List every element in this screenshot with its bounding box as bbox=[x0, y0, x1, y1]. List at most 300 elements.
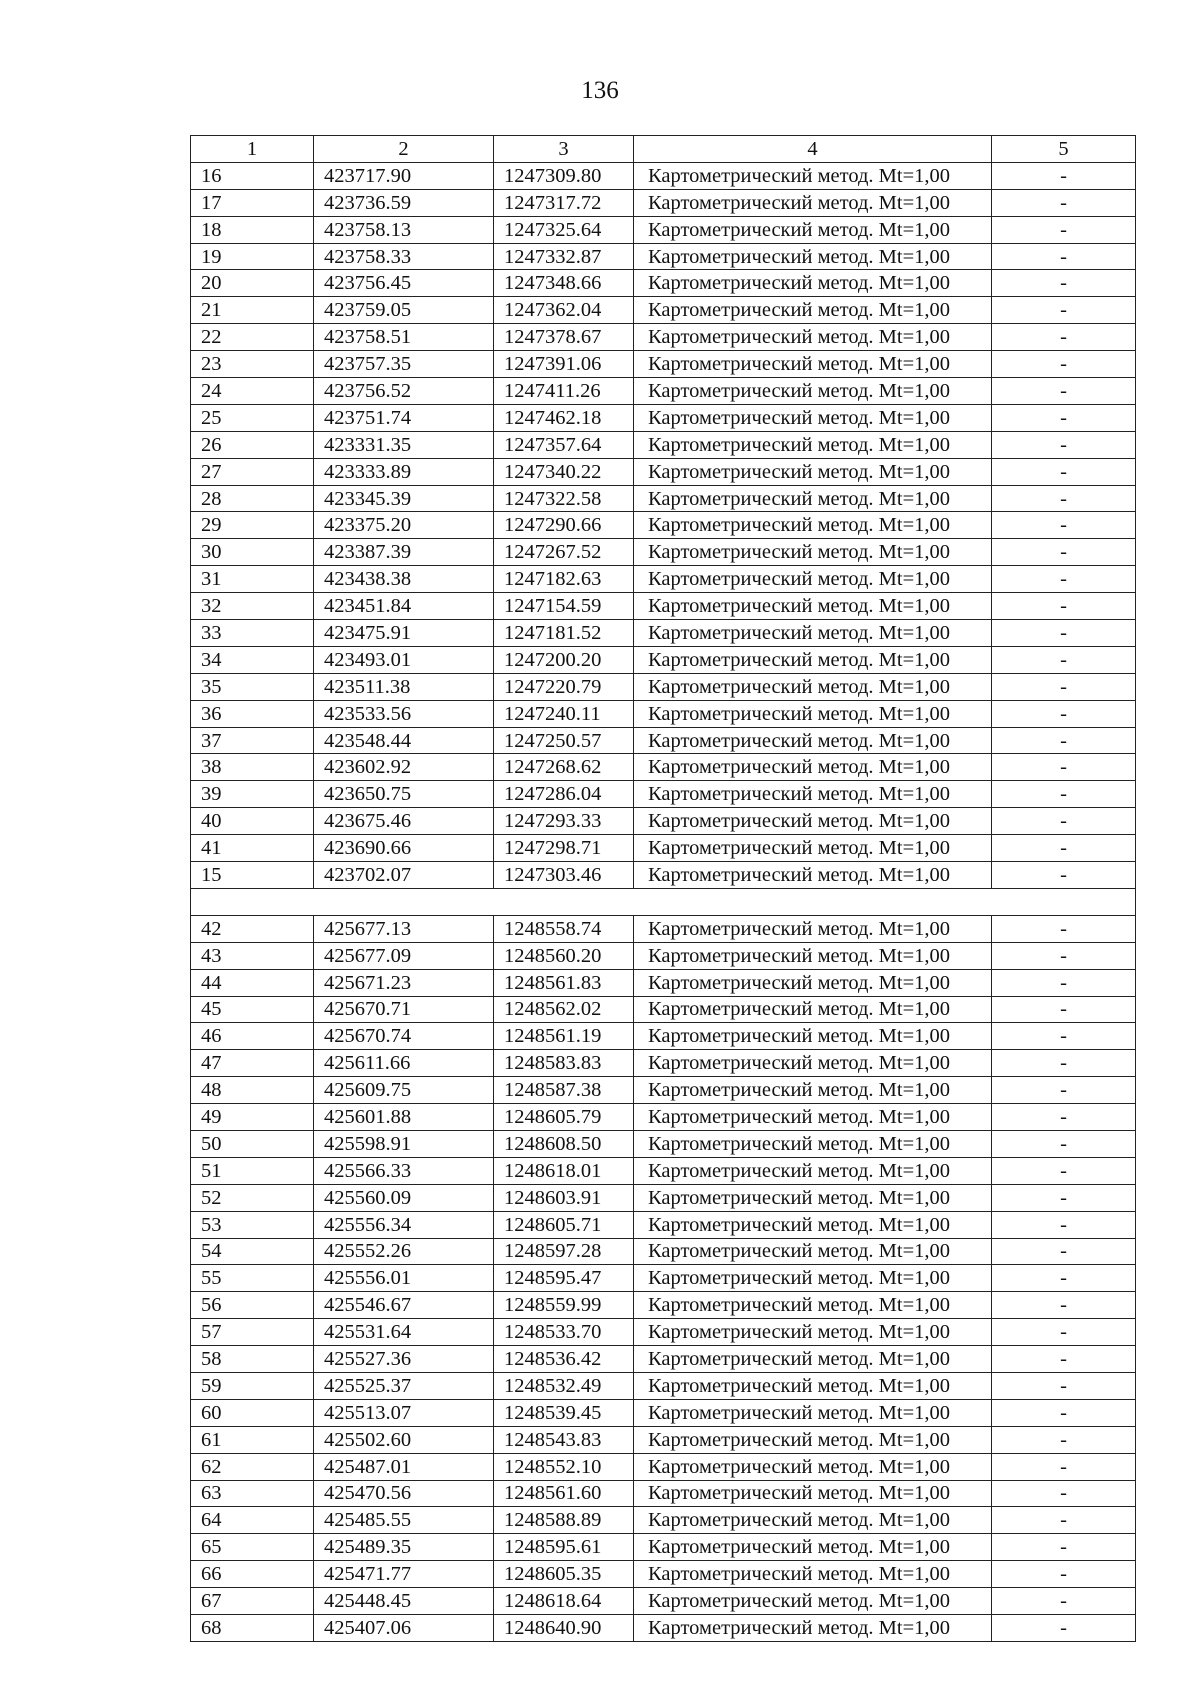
x-coordinate-cell: 425502.60 bbox=[314, 1426, 494, 1453]
table-row bbox=[191, 915, 1136, 942]
x-coordinate-cell: 425531.64 bbox=[314, 1319, 494, 1346]
method-cell: Картометрический метод. Mt=1,00 bbox=[634, 1023, 992, 1050]
point-number-cell: 23 bbox=[191, 351, 314, 378]
method-cell: Картометрический метод. Mt=1,00 bbox=[634, 915, 992, 942]
note-cell: - bbox=[992, 1077, 1136, 1104]
point-number-cell: 32 bbox=[191, 593, 314, 620]
y-coordinate-cell: 1247317.72 bbox=[494, 189, 634, 216]
y-coordinate-cell: 1248558.74 bbox=[494, 915, 634, 942]
x-coordinate-cell: 425670.71 bbox=[314, 996, 494, 1023]
y-coordinate-cell: 1247200.20 bbox=[494, 646, 634, 673]
note-cell: - bbox=[992, 1372, 1136, 1399]
note-cell: - bbox=[992, 243, 1136, 270]
x-coordinate-cell: 423717.90 bbox=[314, 162, 494, 189]
point-number-cell: 68 bbox=[191, 1614, 314, 1641]
method-cell: Картометрический метод. Mt=1,00 bbox=[634, 942, 992, 969]
y-coordinate-cell: 1247309.80 bbox=[494, 162, 634, 189]
table-row bbox=[191, 673, 1136, 700]
x-coordinate-cell: 423758.33 bbox=[314, 243, 494, 270]
x-coordinate-cell: 423387.39 bbox=[314, 539, 494, 566]
note-cell: - bbox=[992, 485, 1136, 512]
point-number-cell: 57 bbox=[191, 1319, 314, 1346]
table-row bbox=[191, 1399, 1136, 1426]
note-cell: - bbox=[992, 1211, 1136, 1238]
note-cell: - bbox=[992, 324, 1136, 351]
note-cell: - bbox=[992, 942, 1136, 969]
point-number-cell: 16 bbox=[191, 162, 314, 189]
point-number-cell: 31 bbox=[191, 566, 314, 593]
point-number-cell: 24 bbox=[191, 378, 314, 405]
point-number-cell: 58 bbox=[191, 1346, 314, 1373]
method-cell: Картометрический метод. Mt=1,00 bbox=[634, 996, 992, 1023]
table-row bbox=[191, 1050, 1136, 1077]
note-cell: - bbox=[992, 700, 1136, 727]
x-coordinate-cell: 423451.84 bbox=[314, 593, 494, 620]
separator-cell bbox=[191, 888, 1136, 915]
table-row bbox=[191, 862, 1136, 889]
note-cell: - bbox=[992, 1561, 1136, 1588]
y-coordinate-cell: 1248603.91 bbox=[494, 1184, 634, 1211]
method-cell: Картометрический метод. Mt=1,00 bbox=[634, 162, 992, 189]
x-coordinate-cell: 425677.13 bbox=[314, 915, 494, 942]
point-number-cell: 41 bbox=[191, 835, 314, 862]
y-coordinate-cell: 1247357.64 bbox=[494, 431, 634, 458]
header-row bbox=[191, 136, 1136, 163]
y-coordinate-cell: 1247325.64 bbox=[494, 216, 634, 243]
point-number-cell: 42 bbox=[191, 915, 314, 942]
method-cell: Картометрический метод. Mt=1,00 bbox=[634, 1346, 992, 1373]
note-cell: - bbox=[992, 1480, 1136, 1507]
point-number-cell: 62 bbox=[191, 1453, 314, 1480]
note-cell: - bbox=[992, 1426, 1136, 1453]
x-coordinate-cell: 425552.26 bbox=[314, 1238, 494, 1265]
table-row bbox=[191, 1184, 1136, 1211]
y-coordinate-cell: 1247322.58 bbox=[494, 485, 634, 512]
y-coordinate-cell: 1247240.11 bbox=[494, 700, 634, 727]
note-cell: - bbox=[992, 1104, 1136, 1131]
note-cell: - bbox=[992, 727, 1136, 754]
x-coordinate-cell: 425471.77 bbox=[314, 1561, 494, 1588]
table-row bbox=[191, 566, 1136, 593]
method-cell: Картометрический метод. Mt=1,00 bbox=[634, 1453, 992, 1480]
y-coordinate-cell: 1248587.38 bbox=[494, 1077, 634, 1104]
note-cell: - bbox=[992, 673, 1136, 700]
method-cell: Картометрический метод. Mt=1,00 bbox=[634, 458, 992, 485]
method-cell: Картометрический метод. Mt=1,00 bbox=[634, 324, 992, 351]
y-coordinate-cell: 1248543.83 bbox=[494, 1426, 634, 1453]
point-number-cell: 65 bbox=[191, 1534, 314, 1561]
y-coordinate-cell: 1248605.71 bbox=[494, 1211, 634, 1238]
table-row bbox=[191, 1346, 1136, 1373]
note-cell: - bbox=[992, 297, 1136, 324]
table-row bbox=[191, 1077, 1136, 1104]
method-cell: Картометрический метод. Mt=1,00 bbox=[634, 216, 992, 243]
point-number-cell: 46 bbox=[191, 1023, 314, 1050]
x-coordinate-cell: 423511.38 bbox=[314, 673, 494, 700]
y-coordinate-cell: 1247181.52 bbox=[494, 620, 634, 647]
point-number-cell: 43 bbox=[191, 942, 314, 969]
note-cell: - bbox=[992, 996, 1136, 1023]
table-row bbox=[191, 270, 1136, 297]
y-coordinate-cell: 1247154.59 bbox=[494, 593, 634, 620]
y-coordinate-cell: 1248595.61 bbox=[494, 1534, 634, 1561]
point-number-cell: 48 bbox=[191, 1077, 314, 1104]
column-header-3: 3 bbox=[494, 136, 634, 163]
x-coordinate-cell: 423650.75 bbox=[314, 781, 494, 808]
column-header-5: 5 bbox=[992, 136, 1136, 163]
point-number-cell: 49 bbox=[191, 1104, 314, 1131]
method-cell: Картометрический метод. Mt=1,00 bbox=[634, 1050, 992, 1077]
point-number-cell: 30 bbox=[191, 539, 314, 566]
x-coordinate-cell: 423758.13 bbox=[314, 216, 494, 243]
y-coordinate-cell: 1248608.50 bbox=[494, 1130, 634, 1157]
note-cell: - bbox=[992, 1588, 1136, 1615]
note-cell: - bbox=[992, 969, 1136, 996]
table-row bbox=[191, 324, 1136, 351]
x-coordinate-cell: 423759.05 bbox=[314, 297, 494, 324]
x-coordinate-cell: 425556.34 bbox=[314, 1211, 494, 1238]
y-coordinate-cell: 1248597.28 bbox=[494, 1238, 634, 1265]
x-coordinate-cell: 425601.88 bbox=[314, 1104, 494, 1131]
note-cell: - bbox=[992, 404, 1136, 431]
note-cell: - bbox=[992, 1346, 1136, 1373]
table-row bbox=[191, 1130, 1136, 1157]
table-row bbox=[191, 1614, 1136, 1641]
y-coordinate-cell: 1247250.57 bbox=[494, 727, 634, 754]
method-cell: Картометрический метод. Mt=1,00 bbox=[634, 673, 992, 700]
note-cell: - bbox=[992, 1050, 1136, 1077]
y-coordinate-cell: 1247462.18 bbox=[494, 404, 634, 431]
note-cell: - bbox=[992, 216, 1136, 243]
note-cell: - bbox=[992, 915, 1136, 942]
table-row bbox=[191, 969, 1136, 996]
table-row bbox=[191, 1023, 1136, 1050]
point-number-cell: 34 bbox=[191, 646, 314, 673]
method-cell: Картометрический метод. Mt=1,00 bbox=[634, 1077, 992, 1104]
x-coordinate-cell: 423331.35 bbox=[314, 431, 494, 458]
y-coordinate-cell: 1248536.42 bbox=[494, 1346, 634, 1373]
method-cell: Картометрический метод. Mt=1,00 bbox=[634, 700, 992, 727]
x-coordinate-cell: 425407.06 bbox=[314, 1614, 494, 1641]
method-cell: Картометрический метод. Mt=1,00 bbox=[634, 808, 992, 835]
column-header-1: 1 bbox=[191, 136, 314, 163]
table-row-separator bbox=[191, 888, 1136, 915]
coordinates-table bbox=[190, 135, 1136, 1642]
table-row bbox=[191, 727, 1136, 754]
y-coordinate-cell: 1247298.71 bbox=[494, 835, 634, 862]
point-number-cell: 61 bbox=[191, 1426, 314, 1453]
note-cell: - bbox=[992, 1453, 1136, 1480]
page-number: 136 bbox=[581, 77, 619, 104]
point-number-cell: 15 bbox=[191, 862, 314, 889]
method-cell: Картометрический метод. Mt=1,00 bbox=[634, 1399, 992, 1426]
y-coordinate-cell: 1247182.63 bbox=[494, 566, 634, 593]
point-number-cell: 17 bbox=[191, 189, 314, 216]
method-cell: Картометрический метод. Mt=1,00 bbox=[634, 539, 992, 566]
y-coordinate-cell: 1248588.89 bbox=[494, 1507, 634, 1534]
x-coordinate-cell: 425611.66 bbox=[314, 1050, 494, 1077]
table-body bbox=[191, 162, 1136, 1641]
point-number-cell: 60 bbox=[191, 1399, 314, 1426]
point-number-cell: 20 bbox=[191, 270, 314, 297]
note-cell: - bbox=[992, 1319, 1136, 1346]
y-coordinate-cell: 1248618.01 bbox=[494, 1157, 634, 1184]
y-coordinate-cell: 1248618.64 bbox=[494, 1588, 634, 1615]
point-number-cell: 35 bbox=[191, 673, 314, 700]
y-coordinate-cell: 1248561.19 bbox=[494, 1023, 634, 1050]
x-coordinate-cell: 425560.09 bbox=[314, 1184, 494, 1211]
note-cell: - bbox=[992, 458, 1136, 485]
x-coordinate-cell: 423675.46 bbox=[314, 808, 494, 835]
point-number-cell: 54 bbox=[191, 1238, 314, 1265]
method-cell: Картометрический метод. Mt=1,00 bbox=[634, 485, 992, 512]
x-coordinate-cell: 425677.09 bbox=[314, 942, 494, 969]
point-number-cell: 55 bbox=[191, 1265, 314, 1292]
method-cell: Картометрический метод. Mt=1,00 bbox=[634, 512, 992, 539]
x-coordinate-cell: 425513.07 bbox=[314, 1399, 494, 1426]
table-row bbox=[191, 243, 1136, 270]
x-coordinate-cell: 425448.45 bbox=[314, 1588, 494, 1615]
table-row bbox=[191, 620, 1136, 647]
note-cell: - bbox=[992, 808, 1136, 835]
y-coordinate-cell: 1248561.60 bbox=[494, 1480, 634, 1507]
table-row bbox=[191, 404, 1136, 431]
x-coordinate-cell: 423756.45 bbox=[314, 270, 494, 297]
point-number-cell: 22 bbox=[191, 324, 314, 351]
point-number-cell: 66 bbox=[191, 1561, 314, 1588]
point-number-cell: 38 bbox=[191, 754, 314, 781]
x-coordinate-cell: 425566.33 bbox=[314, 1157, 494, 1184]
table-row bbox=[191, 351, 1136, 378]
method-cell: Картометрический метод. Mt=1,00 bbox=[634, 1157, 992, 1184]
table-row bbox=[191, 485, 1136, 512]
method-cell: Картометрический метод. Mt=1,00 bbox=[634, 378, 992, 405]
y-coordinate-cell: 1248533.70 bbox=[494, 1319, 634, 1346]
table-row bbox=[191, 781, 1136, 808]
note-cell: - bbox=[992, 189, 1136, 216]
point-number-cell: 64 bbox=[191, 1507, 314, 1534]
method-cell: Картометрический метод. Mt=1,00 bbox=[634, 593, 992, 620]
note-cell: - bbox=[992, 351, 1136, 378]
note-cell: - bbox=[992, 862, 1136, 889]
point-number-cell: 29 bbox=[191, 512, 314, 539]
point-number-cell: 52 bbox=[191, 1184, 314, 1211]
column-header-4: 4 bbox=[634, 136, 992, 163]
table-row bbox=[191, 700, 1136, 727]
table-row bbox=[191, 996, 1136, 1023]
note-cell: - bbox=[992, 1023, 1136, 1050]
table-row bbox=[191, 1588, 1136, 1615]
point-number-cell: 21 bbox=[191, 297, 314, 324]
y-coordinate-cell: 1247268.62 bbox=[494, 754, 634, 781]
method-cell: Картометрический метод. Mt=1,00 bbox=[634, 969, 992, 996]
table-row bbox=[191, 539, 1136, 566]
note-cell: - bbox=[992, 1265, 1136, 1292]
note-cell: - bbox=[992, 539, 1136, 566]
x-coordinate-cell: 423690.66 bbox=[314, 835, 494, 862]
method-cell: Картометрический метод. Mt=1,00 bbox=[634, 1480, 992, 1507]
note-cell: - bbox=[992, 1130, 1136, 1157]
y-coordinate-cell: 1247303.46 bbox=[494, 862, 634, 889]
table-row bbox=[191, 1319, 1136, 1346]
table-row bbox=[191, 189, 1136, 216]
point-number-cell: 25 bbox=[191, 404, 314, 431]
method-cell: Картометрический метод. Mt=1,00 bbox=[634, 1104, 992, 1131]
x-coordinate-cell: 423475.91 bbox=[314, 620, 494, 647]
y-coordinate-cell: 1248552.10 bbox=[494, 1453, 634, 1480]
x-coordinate-cell: 425598.91 bbox=[314, 1130, 494, 1157]
note-cell: - bbox=[992, 593, 1136, 620]
x-coordinate-cell: 423548.44 bbox=[314, 727, 494, 754]
method-cell: Картометрический метод. Mt=1,00 bbox=[634, 727, 992, 754]
table-row bbox=[191, 1211, 1136, 1238]
y-coordinate-cell: 1248539.45 bbox=[494, 1399, 634, 1426]
y-coordinate-cell: 1247267.52 bbox=[494, 539, 634, 566]
x-coordinate-cell: 423751.74 bbox=[314, 404, 494, 431]
note-cell: - bbox=[992, 1534, 1136, 1561]
method-cell: Картометрический метод. Mt=1,00 bbox=[634, 270, 992, 297]
x-coordinate-cell: 425609.75 bbox=[314, 1077, 494, 1104]
point-number-cell: 36 bbox=[191, 700, 314, 727]
point-number-cell: 40 bbox=[191, 808, 314, 835]
method-cell: Картометрический метод. Mt=1,00 bbox=[634, 189, 992, 216]
x-coordinate-cell: 423333.89 bbox=[314, 458, 494, 485]
x-coordinate-cell: 423493.01 bbox=[314, 646, 494, 673]
table-row bbox=[191, 1561, 1136, 1588]
method-cell: Картометрический метод. Mt=1,00 bbox=[634, 1426, 992, 1453]
method-cell: Картометрический метод. Mt=1,00 bbox=[634, 243, 992, 270]
table-row bbox=[191, 216, 1136, 243]
table-row bbox=[191, 1534, 1136, 1561]
table-row bbox=[191, 1157, 1136, 1184]
table-row bbox=[191, 1104, 1136, 1131]
note-cell: - bbox=[992, 1507, 1136, 1534]
y-coordinate-cell: 1248561.83 bbox=[494, 969, 634, 996]
table-row bbox=[191, 835, 1136, 862]
note-cell: - bbox=[992, 835, 1136, 862]
method-cell: Картометрический метод. Mt=1,00 bbox=[634, 620, 992, 647]
table-row bbox=[191, 1426, 1136, 1453]
x-coordinate-cell: 423533.56 bbox=[314, 700, 494, 727]
method-cell: Картометрический метод. Mt=1,00 bbox=[634, 1130, 992, 1157]
point-number-cell: 63 bbox=[191, 1480, 314, 1507]
note-cell: - bbox=[992, 162, 1136, 189]
y-coordinate-cell: 1248560.20 bbox=[494, 942, 634, 969]
y-coordinate-cell: 1248583.83 bbox=[494, 1050, 634, 1077]
x-coordinate-cell: 423702.07 bbox=[314, 862, 494, 889]
x-coordinate-cell: 423375.20 bbox=[314, 512, 494, 539]
note-cell: - bbox=[992, 566, 1136, 593]
table-row bbox=[191, 431, 1136, 458]
y-coordinate-cell: 1247293.33 bbox=[494, 808, 634, 835]
column-header-2: 2 bbox=[314, 136, 494, 163]
method-cell: Картометрический метод. Mt=1,00 bbox=[634, 1265, 992, 1292]
table-row bbox=[191, 1238, 1136, 1265]
note-cell: - bbox=[992, 754, 1136, 781]
y-coordinate-cell: 1247362.04 bbox=[494, 297, 634, 324]
x-coordinate-cell: 423602.92 bbox=[314, 754, 494, 781]
table-header bbox=[191, 136, 1136, 163]
x-coordinate-cell: 423736.59 bbox=[314, 189, 494, 216]
method-cell: Картометрический метод. Mt=1,00 bbox=[634, 1614, 992, 1641]
x-coordinate-cell: 425487.01 bbox=[314, 1453, 494, 1480]
table-row bbox=[191, 593, 1136, 620]
method-cell: Картометрический метод. Mt=1,00 bbox=[634, 431, 992, 458]
point-number-cell: 45 bbox=[191, 996, 314, 1023]
y-coordinate-cell: 1248595.47 bbox=[494, 1265, 634, 1292]
y-coordinate-cell: 1248605.79 bbox=[494, 1104, 634, 1131]
x-coordinate-cell: 425556.01 bbox=[314, 1265, 494, 1292]
point-number-cell: 44 bbox=[191, 969, 314, 996]
table-row bbox=[191, 458, 1136, 485]
table-row bbox=[191, 1480, 1136, 1507]
point-number-cell: 37 bbox=[191, 727, 314, 754]
point-number-cell: 18 bbox=[191, 216, 314, 243]
note-cell: - bbox=[992, 1399, 1136, 1426]
point-number-cell: 26 bbox=[191, 431, 314, 458]
method-cell: Картометрический метод. Mt=1,00 bbox=[634, 835, 992, 862]
table-row bbox=[191, 1265, 1136, 1292]
table-row bbox=[191, 1507, 1136, 1534]
method-cell: Картометрический метод. Mt=1,00 bbox=[634, 754, 992, 781]
note-cell: - bbox=[992, 378, 1136, 405]
point-number-cell: 67 bbox=[191, 1588, 314, 1615]
x-coordinate-cell: 423757.35 bbox=[314, 351, 494, 378]
method-cell: Картометрический метод. Mt=1,00 bbox=[634, 566, 992, 593]
method-cell: Картометрический метод. Mt=1,00 bbox=[634, 1372, 992, 1399]
method-cell: Картометрический метод. Mt=1,00 bbox=[634, 1561, 992, 1588]
note-cell: - bbox=[992, 620, 1136, 647]
note-cell: - bbox=[992, 1614, 1136, 1641]
point-number-cell: 47 bbox=[191, 1050, 314, 1077]
y-coordinate-cell: 1247286.04 bbox=[494, 781, 634, 808]
method-cell: Картометрический метод. Mt=1,00 bbox=[634, 404, 992, 431]
note-cell: - bbox=[992, 1238, 1136, 1265]
note-cell: - bbox=[992, 270, 1136, 297]
note-cell: - bbox=[992, 431, 1136, 458]
x-coordinate-cell: 425525.37 bbox=[314, 1372, 494, 1399]
x-coordinate-cell: 423438.38 bbox=[314, 566, 494, 593]
y-coordinate-cell: 1248559.99 bbox=[494, 1292, 634, 1319]
x-coordinate-cell: 423756.52 bbox=[314, 378, 494, 405]
table-row bbox=[191, 942, 1136, 969]
method-cell: Картометрический метод. Mt=1,00 bbox=[634, 1211, 992, 1238]
y-coordinate-cell: 1247220.79 bbox=[494, 673, 634, 700]
method-cell: Картометрический метод. Mt=1,00 bbox=[634, 781, 992, 808]
x-coordinate-cell: 425546.67 bbox=[314, 1292, 494, 1319]
x-coordinate-cell: 425489.35 bbox=[314, 1534, 494, 1561]
table-row bbox=[191, 378, 1136, 405]
y-coordinate-cell: 1248562.02 bbox=[494, 996, 634, 1023]
y-coordinate-cell: 1247332.87 bbox=[494, 243, 634, 270]
note-cell: - bbox=[992, 1157, 1136, 1184]
method-cell: Картометрический метод. Mt=1,00 bbox=[634, 1319, 992, 1346]
method-cell: Картометрический метод. Mt=1,00 bbox=[634, 1588, 992, 1615]
point-number-cell: 33 bbox=[191, 620, 314, 647]
y-coordinate-cell: 1247391.06 bbox=[494, 351, 634, 378]
table-row bbox=[191, 162, 1136, 189]
table-row bbox=[191, 1372, 1136, 1399]
x-coordinate-cell: 425671.23 bbox=[314, 969, 494, 996]
x-coordinate-cell: 423345.39 bbox=[314, 485, 494, 512]
table-row bbox=[191, 646, 1136, 673]
point-number-cell: 39 bbox=[191, 781, 314, 808]
y-coordinate-cell: 1247411.26 bbox=[494, 378, 634, 405]
method-cell: Картометрический метод. Mt=1,00 bbox=[634, 297, 992, 324]
point-number-cell: 27 bbox=[191, 458, 314, 485]
note-cell: - bbox=[992, 1184, 1136, 1211]
note-cell: - bbox=[992, 781, 1136, 808]
